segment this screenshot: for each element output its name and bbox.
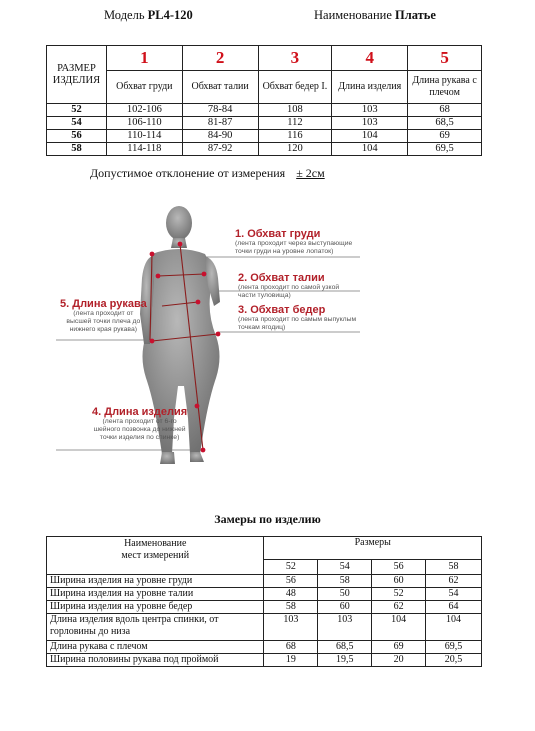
value-cell: 62 bbox=[372, 601, 426, 614]
row-name: Длина рукава с плечом bbox=[47, 641, 264, 654]
value-cell: 56 bbox=[264, 575, 318, 588]
value-cell: 78-84 bbox=[182, 104, 258, 117]
tolerance-line bbox=[90, 166, 325, 181]
size-col-header: 58 bbox=[426, 560, 482, 575]
value-cell: 48 bbox=[264, 588, 318, 601]
value-cell: 54 bbox=[426, 588, 482, 601]
size-cell: 58 bbox=[47, 143, 107, 156]
tolerance-value: ± 2см bbox=[296, 166, 325, 180]
value-cell: 58 bbox=[318, 575, 372, 588]
value-cell: 19 bbox=[264, 654, 318, 667]
name-value: Платье bbox=[395, 8, 436, 22]
size-cell: 52 bbox=[47, 104, 107, 117]
row-name: Ширина половины рукава под проймой bbox=[47, 654, 264, 667]
callout-note: (лента проходит по самым выпуклым точкам ягодиц) bbox=[238, 316, 357, 331]
value-cell: 20 bbox=[372, 654, 426, 667]
value-cell: 104 bbox=[426, 614, 482, 641]
value-cell: 103 bbox=[264, 614, 318, 641]
value-cell: 69,5 bbox=[426, 641, 482, 654]
value-cell: 110-114 bbox=[106, 130, 182, 143]
value-cell: 103 bbox=[318, 614, 372, 641]
callout-note: (лента проходит через выступающие точки груди на уровне лопаток) bbox=[235, 240, 353, 255]
value-cell: 104 bbox=[372, 614, 426, 641]
col-label: Обхват талии bbox=[182, 71, 258, 104]
value-cell: 104 bbox=[332, 130, 408, 143]
table-row bbox=[47, 654, 482, 667]
value-cell: 68,5 bbox=[318, 641, 372, 654]
size-col-header: 56 bbox=[372, 560, 426, 575]
size-table bbox=[46, 45, 482, 156]
tolerance-text: Допустимое отклонение от измерения bbox=[90, 166, 286, 180]
callout-waist bbox=[238, 272, 339, 300]
value-cell: 69 bbox=[408, 130, 482, 143]
callout-sleeve bbox=[60, 298, 147, 334]
table-row bbox=[47, 641, 482, 654]
value-cell: 103 bbox=[332, 104, 408, 117]
callout-title: 4. Длина изделия bbox=[92, 406, 188, 418]
value-cell: 64 bbox=[426, 601, 482, 614]
callout-length bbox=[92, 406, 187, 442]
row-name: Длина изделия вдоль центра спинки, от горловины до низа bbox=[47, 614, 264, 641]
col-number: 2 bbox=[182, 46, 258, 71]
row-name: Ширина изделия на уровне бедер bbox=[47, 601, 264, 614]
table-row bbox=[47, 130, 482, 143]
value-cell: 108 bbox=[258, 104, 332, 117]
value-cell: 87-92 bbox=[182, 143, 258, 156]
table-row bbox=[47, 104, 482, 117]
name-col-header: Наименование мест измерений bbox=[47, 537, 264, 575]
value-cell: 68 bbox=[408, 104, 482, 117]
value-cell: 104 bbox=[332, 143, 408, 156]
callout-title: 3. Обхват бедер bbox=[238, 304, 326, 316]
table-row bbox=[47, 601, 482, 614]
table-row bbox=[47, 117, 482, 130]
name-header bbox=[314, 8, 436, 23]
callout-chest bbox=[235, 228, 352, 256]
row-name: Ширина изделия на уровне груди bbox=[47, 575, 264, 588]
value-cell: 62 bbox=[426, 575, 482, 588]
value-cell: 81-87 bbox=[182, 117, 258, 130]
value-cell: 19,5 bbox=[318, 654, 372, 667]
col-label: Длина рукава с плечом bbox=[408, 71, 482, 104]
row-name: Ширина изделия на уровне талии bbox=[47, 588, 264, 601]
callout-hips bbox=[238, 304, 356, 332]
value-cell: 52 bbox=[372, 588, 426, 601]
callout-title: 1. Обхват груди bbox=[235, 228, 321, 240]
table-row bbox=[47, 614, 482, 641]
size-col-header: 54 bbox=[318, 560, 372, 575]
value-cell: 50 bbox=[318, 588, 372, 601]
size-header: РАЗМЕР ИЗДЕЛИЯ bbox=[47, 46, 107, 104]
value-cell: 68 bbox=[264, 641, 318, 654]
value-cell: 112 bbox=[258, 117, 332, 130]
model-value: PL4-120 bbox=[147, 8, 193, 22]
size-col-header: 52 bbox=[264, 560, 318, 575]
col-number: 5 bbox=[408, 46, 482, 71]
value-cell: 84-90 bbox=[182, 130, 258, 143]
col-number: 3 bbox=[258, 46, 332, 71]
measure-table-title: Замеры по изделию bbox=[214, 512, 321, 526]
value-cell: 103 bbox=[332, 117, 408, 130]
table-row bbox=[47, 143, 482, 156]
col-number: 4 bbox=[332, 46, 408, 71]
callout-note: (лента проходит от 6-го шейного позвонка до нижней точки изделия по спинке) bbox=[93, 418, 186, 441]
col-label: Обхват груди bbox=[106, 71, 182, 104]
measure-table bbox=[46, 536, 482, 667]
size-cell: 56 bbox=[47, 130, 107, 143]
value-cell: 60 bbox=[372, 575, 426, 588]
model-header bbox=[104, 8, 193, 23]
value-cell: 116 bbox=[258, 130, 332, 143]
value-cell: 68,5 bbox=[408, 117, 482, 130]
callout-note: (лента проходит от высшей точки плеча до нижнего края рукава) bbox=[66, 310, 141, 333]
model-label: Модель bbox=[104, 8, 145, 22]
col-label: Длина изделия bbox=[332, 71, 408, 104]
sizes-header: Размеры bbox=[264, 537, 482, 560]
name-label: Наименование bbox=[314, 8, 392, 22]
value-cell: 58 bbox=[264, 601, 318, 614]
col-number: 1 bbox=[106, 46, 182, 71]
value-cell: 120 bbox=[258, 143, 332, 156]
value-cell: 69 bbox=[372, 641, 426, 654]
value-cell: 60 bbox=[318, 601, 372, 614]
value-cell: 20,5 bbox=[426, 654, 482, 667]
callout-title: 2. Обхват талии bbox=[238, 272, 325, 284]
table-row bbox=[47, 575, 482, 588]
value-cell: 102-106 bbox=[106, 104, 182, 117]
table-row bbox=[47, 588, 482, 601]
callout-title: 5. Длина рукава bbox=[60, 298, 147, 310]
size-cell: 54 bbox=[47, 117, 107, 130]
value-cell: 106-110 bbox=[106, 117, 182, 130]
col-label: Обхват бедер I. bbox=[258, 71, 332, 104]
value-cell: 114-118 bbox=[106, 143, 182, 156]
callout-note: (лента проходит по самой узкой части туловища) bbox=[238, 284, 340, 299]
value-cell: 69,5 bbox=[408, 143, 482, 156]
